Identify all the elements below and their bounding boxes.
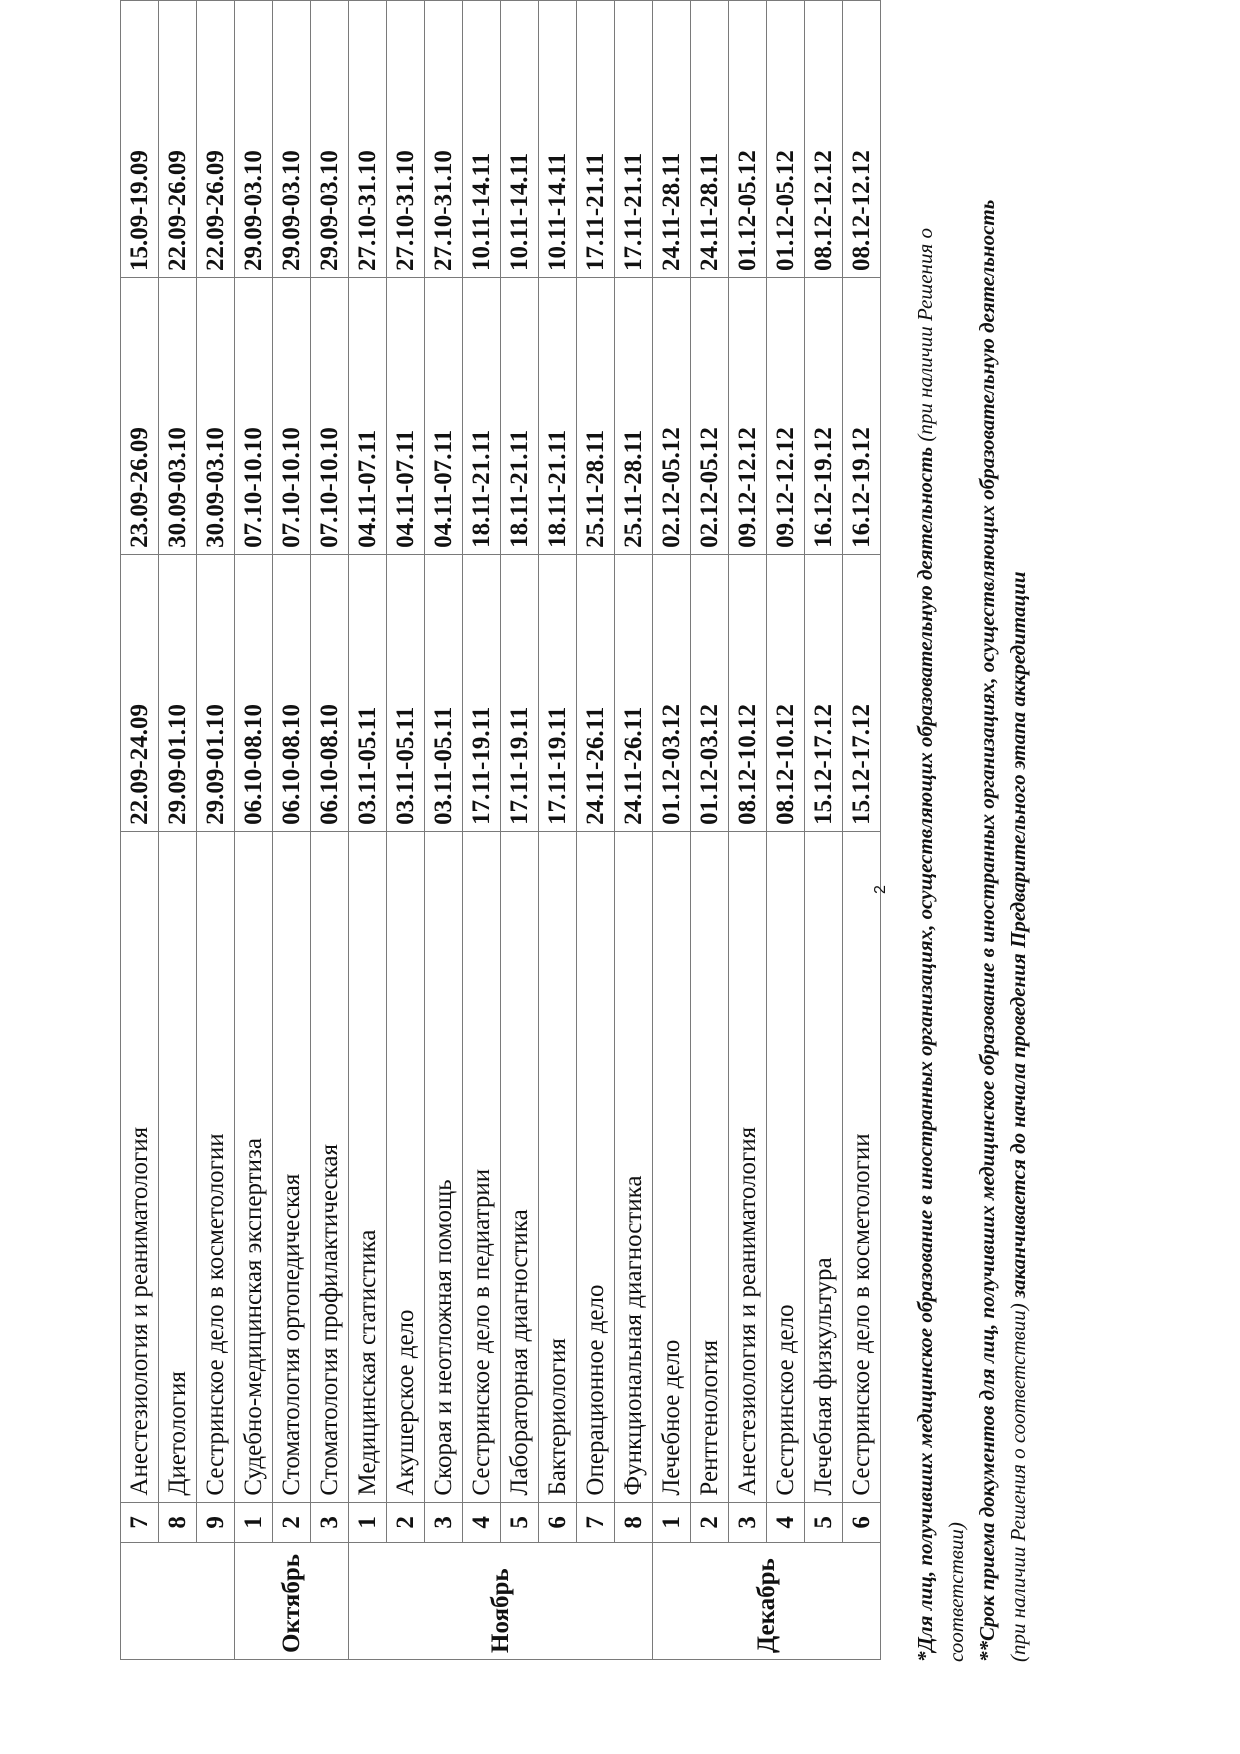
specialty-cell: Медицинская статистика	[349, 831, 387, 1502]
specialty-cell: Анестезиология и реаниматология	[729, 831, 767, 1502]
month-cell	[121, 1543, 235, 1660]
specialty-cell: Скорая и неотложная помощь	[425, 831, 463, 1502]
dates-stage-3-cell: 17.11-21.11	[577, 1, 615, 278]
table-row	[843, 1, 881, 1660]
footnote-1-bold: *Для лиц, получивших медицинское образование в иностранных организациях, осуществляющих образовательную деятельность	[913, 446, 937, 1662]
dates-stage-3-cell: 24.11-28.11	[691, 1, 729, 278]
dates-stage-1-cell: 06.10-08.10	[235, 554, 273, 831]
page-number: 2	[872, 885, 889, 894]
dates-stage-2-cell: 23.09-26.09	[121, 277, 159, 554]
dates-stage-2-cell: 18.11-21.11	[501, 277, 539, 554]
schedule-table-body	[121, 1, 881, 1660]
dates-stage-2-cell: 30.09-03.10	[159, 277, 197, 554]
dates-stage-1-cell: 01.12-03.12	[691, 554, 729, 831]
specialty-cell: Операционное дело	[577, 831, 615, 1502]
row-number-cell: 7	[577, 1502, 615, 1543]
specialty-cell: Сестринское дело	[767, 831, 805, 1502]
dates-stage-3-cell: 29.09-03.10	[273, 1, 311, 278]
specialty-cell: Сестринское дело в косметологии	[843, 831, 881, 1502]
dates-stage-3-cell: 29.09-03.10	[311, 1, 349, 278]
dates-stage-3-cell: 08.12-12.12	[843, 1, 881, 278]
specialty-cell: Лечебное дело	[653, 831, 691, 1502]
dates-stage-1-cell: 17.11-19.11	[501, 554, 539, 831]
specialty-cell: Анестезиология и реаниматология	[121, 831, 159, 1502]
table-row	[539, 1, 577, 1660]
dates-stage-2-cell: 25.11-28.11	[577, 277, 615, 554]
footnote-2-bold: **Срок приема документов для лиц, получивших медицинское образование в иностранных организациях, осуществляющих образовательную деятельность	[975, 199, 999, 1662]
dates-stage-2-cell: 04.11-07.11	[425, 277, 463, 554]
footnotes	[910, 162, 1034, 1662]
specialty-cell: Акушерское дело	[387, 831, 425, 1502]
row-number-cell: 8	[159, 1502, 197, 1543]
dates-stage-3-cell: 10.11-14.11	[539, 1, 577, 278]
row-number-cell: 1	[235, 1502, 273, 1543]
row-number-cell: 2	[387, 1502, 425, 1543]
specialty-cell: Стоматология профилактическая	[311, 831, 349, 1502]
dates-stage-3-cell: 27.10-31.10	[425, 1, 463, 278]
dates-stage-2-cell: 09.12-12.12	[729, 277, 767, 554]
month-cell: Декабрь	[653, 1543, 881, 1660]
specialty-cell: Сестринское дело в педиатрии	[463, 831, 501, 1502]
row-number-cell: 9	[197, 1502, 235, 1543]
dates-stage-2-cell: 07.10-10.10	[235, 277, 273, 554]
specialty-cell: Функциональная диагностика	[615, 831, 653, 1502]
row-number-cell: 4	[463, 1502, 501, 1543]
dates-stage-2-cell: 16.12-19.12	[805, 277, 843, 554]
dates-stage-3-cell: 01.12-05.12	[767, 1, 805, 278]
dates-stage-2-cell: 02.12-05.12	[653, 277, 691, 554]
table-row	[615, 1, 653, 1660]
footnote-1-rest: (при наличии Решения о соответствии)	[913, 228, 968, 1662]
footnote-2	[972, 162, 1034, 1662]
month-cell: Ноябрь	[349, 1543, 653, 1660]
dates-stage-2-cell: 04.11-07.11	[387, 277, 425, 554]
dates-stage-3-cell: 27.10-31.10	[387, 1, 425, 278]
dates-stage-1-cell: 17.11-19.11	[539, 554, 577, 831]
table-row	[273, 1, 311, 1660]
table-row	[197, 1, 235, 1660]
dates-stage-2-cell: 25.11-28.11	[615, 277, 653, 554]
dates-stage-2-cell: 02.12-05.12	[691, 277, 729, 554]
dates-stage-2-cell: 18.11-21.11	[463, 277, 501, 554]
dates-stage-3-cell: 22.09-26.09	[197, 1, 235, 278]
dates-stage-1-cell: 06.10-08.10	[311, 554, 349, 831]
dates-stage-2-cell: 09.12-12.12	[767, 277, 805, 554]
dates-stage-1-cell: 22.09-24.09	[121, 554, 159, 831]
table-row	[349, 1, 387, 1660]
table-row	[463, 1, 501, 1660]
table-row	[767, 1, 805, 1660]
footnote-2-mid: (при наличии Решения о соответствии)	[1006, 1298, 1030, 1662]
dates-stage-1-cell: 03.11-05.11	[349, 554, 387, 831]
dates-stage-3-cell: 27.10-31.10	[349, 1, 387, 278]
row-number-cell: 1	[653, 1502, 691, 1543]
row-number-cell: 8	[615, 1502, 653, 1543]
dates-stage-1-cell: 29.09-01.10	[159, 554, 197, 831]
table-row	[121, 1, 159, 1660]
dates-stage-1-cell: 15.12-17.12	[805, 554, 843, 831]
dates-stage-3-cell: 08.12-12.12	[805, 1, 843, 278]
row-number-cell: 3	[729, 1502, 767, 1543]
dates-stage-1-cell: 24.11-26.11	[577, 554, 615, 831]
dates-stage-2-cell: 18.11-21.11	[539, 277, 577, 554]
specialty-cell: Судебно-медицинская экспертиза	[235, 831, 273, 1502]
month-cell: Октябрь	[235, 1543, 349, 1660]
dates-stage-1-cell: 08.12-10.12	[729, 554, 767, 831]
dates-stage-2-cell: 07.10-10.10	[311, 277, 349, 554]
row-number-cell: 3	[425, 1502, 463, 1543]
row-number-cell: 6	[843, 1502, 881, 1543]
table-row	[729, 1, 767, 1660]
row-number-cell: 3	[311, 1502, 349, 1543]
dates-stage-3-cell: 10.11-14.11	[463, 1, 501, 278]
dates-stage-2-cell: 30.09-03.10	[197, 277, 235, 554]
dates-stage-2-cell: 04.11-07.11	[349, 277, 387, 554]
dates-stage-1-cell: 17.11-19.11	[463, 554, 501, 831]
schedule-table	[120, 0, 881, 1660]
dates-stage-3-cell: 22.09-26.09	[159, 1, 197, 278]
dates-stage-3-cell: 17.11-21.11	[615, 1, 653, 278]
dates-stage-3-cell: 15.09-19.09	[121, 1, 159, 278]
table-row	[387, 1, 425, 1660]
dates-stage-1-cell: 01.12-03.12	[653, 554, 691, 831]
footnote-2-bold-end: заканчивается до начала проведения Предварительного этапа аккредитации	[1006, 571, 1030, 1299]
row-number-cell: 6	[539, 1502, 577, 1543]
row-number-cell: 2	[273, 1502, 311, 1543]
dates-stage-1-cell: 03.11-05.11	[425, 554, 463, 831]
dates-stage-1-cell: 03.11-05.11	[387, 554, 425, 831]
dates-stage-3-cell: 29.09-03.10	[235, 1, 273, 278]
row-number-cell: 5	[501, 1502, 539, 1543]
specialty-cell: Бактериология	[539, 831, 577, 1502]
specialty-cell: Стоматология ортопедическая	[273, 831, 311, 1502]
dates-stage-3-cell: 24.11-28.11	[653, 1, 691, 278]
table-row	[235, 1, 273, 1660]
row-number-cell: 1	[349, 1502, 387, 1543]
table-row	[577, 1, 615, 1660]
specialty-cell: Сестринское дело в косметологии	[197, 831, 235, 1502]
dates-stage-1-cell: 06.10-08.10	[273, 554, 311, 831]
specialty-cell: Диетология	[159, 831, 197, 1502]
dates-stage-2-cell: 16.12-19.12	[843, 277, 881, 554]
dates-stage-1-cell: 29.09-01.10	[197, 554, 235, 831]
row-number-cell: 7	[121, 1502, 159, 1543]
table-row	[501, 1, 539, 1660]
table-row	[653, 1, 691, 1660]
specialty-cell: Лечебная физкультура	[805, 831, 843, 1502]
footnote-1	[910, 162, 972, 1662]
table-row	[425, 1, 463, 1660]
specialty-cell: Лабораторная диагностика	[501, 831, 539, 1502]
dates-stage-1-cell: 08.12-10.12	[767, 554, 805, 831]
specialty-cell: Рентгенология	[691, 831, 729, 1502]
dates-stage-1-cell: 24.11-26.11	[615, 554, 653, 831]
table-row	[805, 1, 843, 1660]
dates-stage-2-cell: 07.10-10.10	[273, 277, 311, 554]
dates-stage-1-cell: 15.12-17.12	[843, 554, 881, 831]
dates-stage-3-cell: 01.12-05.12	[729, 1, 767, 278]
dates-stage-3-cell: 10.11-14.11	[501, 1, 539, 278]
table-row	[311, 1, 349, 1660]
row-number-cell: 5	[805, 1502, 843, 1543]
table-row	[691, 1, 729, 1660]
row-number-cell: 2	[691, 1502, 729, 1543]
table-row	[159, 1, 197, 1660]
row-number-cell: 4	[767, 1502, 805, 1543]
